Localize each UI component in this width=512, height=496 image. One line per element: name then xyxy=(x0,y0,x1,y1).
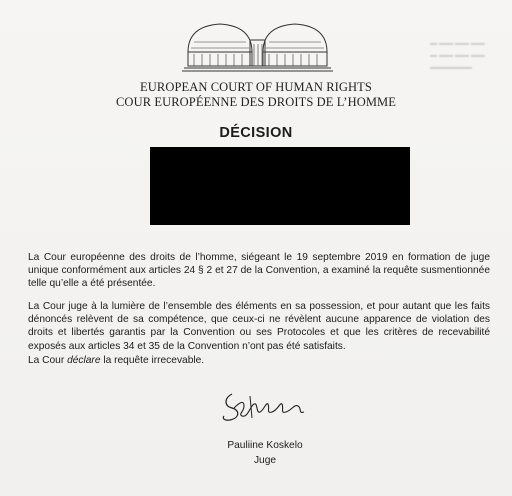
court-logo-icon xyxy=(180,18,335,76)
court-name-french: COUR EUROPÉENNE DES DROITS DE L’HOMME xyxy=(116,95,396,109)
ruling-text-end: la requête irrecevable. xyxy=(100,355,205,366)
page-title: DÉCISION xyxy=(219,125,293,141)
court-name-english: EUROPEAN COURT OF HUMAN RIGHTS xyxy=(140,80,372,94)
bleed-through-decoration: ▬▬▬▬▬▬ xyxy=(430,64,472,71)
ruling-text-start: La Cour xyxy=(28,355,68,366)
bleed-through-decoration: ▬ ▬▬ ▬▬ ▬▬ xyxy=(430,40,485,47)
redaction-block xyxy=(150,147,410,225)
paragraph-ruling xyxy=(28,354,490,367)
signatory-name: Pauliine Koskelo xyxy=(227,440,303,451)
paragraph-formation: La Cour européenne des droits de l’homme, siégeant le 19 septembre 2019 en formation de juge unique conformément aux articles 24 § 2 et 27 de la Convention, a examiné la requête susmentionnée telle qu’elle a été présentée. xyxy=(28,252,490,290)
bleed-through-decoration: ▬ ▬▬ ▬▬ ▬▬ xyxy=(430,52,485,59)
signatory-role: Juge xyxy=(253,455,277,466)
signature-icon xyxy=(210,388,330,428)
ruling-verb: déclare xyxy=(67,355,101,366)
paragraph-reasoning: La Cour juge à la lumière de l’ensemble des éléments en sa possession, et pour autant que les faits dénoncés relèvent de sa compétence, que ceux-ci ne révèlent aucune apparence de violation des droits et libertés garantis par la Convention ou ses Protocoles et que les critères de recevabilité exposés aux articles 34 et 35 de la Convention n’ont pas été satisfaits. xyxy=(28,301,490,352)
